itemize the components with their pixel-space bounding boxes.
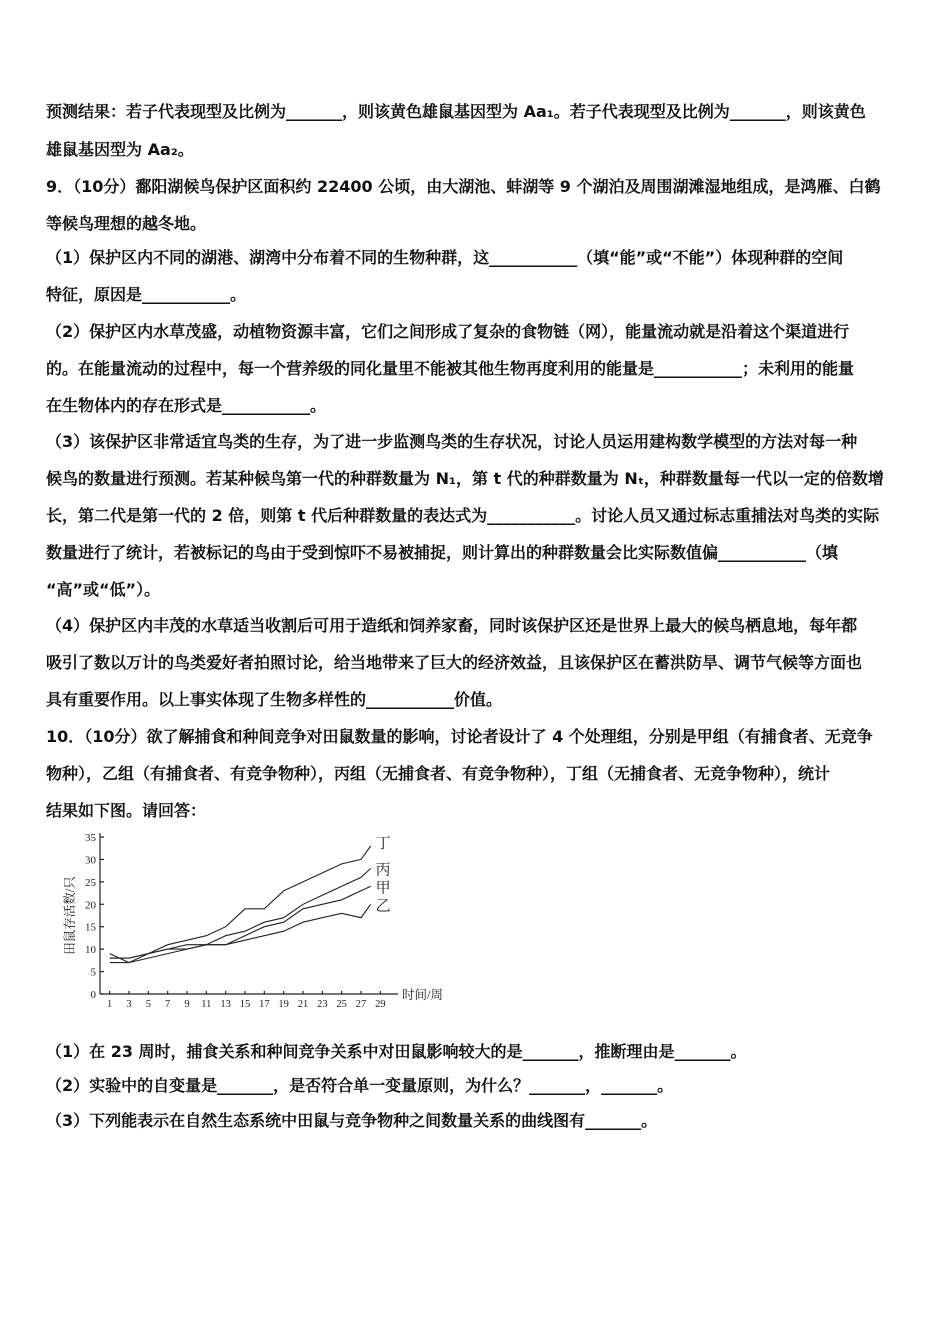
- text-line: 数量进行了统计，若被标记的鸟由于受到惊吓不易被捕捉，则计算出的种群数量会比实际数值偏___________（填: [46, 543, 839, 562]
- series-label-乙: 乙: [375, 898, 391, 915]
- text-line: 预测结果：若子代表现型及比例为_______，则该黄色雄鼠基因型为 Aa₁。若子代表现型及比例为_______，则该黄色: [46, 102, 866, 121]
- x-tick-label: 19: [278, 999, 289, 1010]
- text-line: 长，第二代是第一代的 2 倍，则第 t 代后种群数量的表达式为___________。讨论人员又通过标志重捕法对鸟类的实际: [46, 506, 880, 525]
- x-tick-label: 11: [201, 999, 212, 1010]
- text-line: 等候鸟理想的越冬地。: [46, 214, 207, 233]
- text-line: 在生物体内的存在形式是___________。: [46, 396, 327, 415]
- text-line: 雄鼠基因型为 Aa₂。: [46, 140, 194, 159]
- q10-part-1: （1）在 23 周时，捕食关系和种间竞争关系中对田鼠影响较大的是_______，推断理由是_______。: [46, 1042, 747, 1061]
- series-label-丁: 丁: [375, 835, 391, 852]
- y-tick-label: 15: [85, 921, 96, 934]
- x-tick-label: 7: [165, 999, 171, 1010]
- text-line: 结果如下图。请回答：: [46, 801, 207, 820]
- x-tick-label: 21: [297, 999, 309, 1010]
- y-tick-label: 10: [85, 944, 96, 957]
- vole-survival-line-chart: [60, 826, 460, 1016]
- y-tick-label: 30: [85, 854, 96, 867]
- x-tick-label: 17: [259, 999, 270, 1010]
- x-tick-label: 23: [317, 999, 328, 1010]
- y-tick-label: 20: [85, 899, 96, 912]
- x-tick-label: 27: [355, 999, 367, 1010]
- text-line: 吸引了数以万计的鸟类爱好者拍照讨论，给当地带来了巨大的经济效益，且该保护区在蓄洪防旱、调节气候等方面也: [46, 653, 863, 672]
- x-tick-label: 29: [375, 999, 386, 1010]
- y-axis-label: 田鼠存活数/只: [63, 876, 77, 955]
- x-tick-label: 25: [336, 999, 347, 1010]
- question-9-title: 9．（10分）鄱阳湖候鸟保护区面积约 22400 公顷，由大湖池、蚌湖等 9 个湖泊及周围湖滩湿地组成，是鸿雁、白鹤: [46, 177, 881, 196]
- text-line: 具有重要作用。以上事实体现了生物多样性的___________价值。: [46, 690, 503, 709]
- text-line: 的。在能量流动的过程中，每一个营养级的同化量里不能被其他生物再度利用的能量是___________；未利用的能量: [46, 359, 855, 378]
- q9-part-4: （4）保护区内丰茂的水草适当收割后可用于造纸和饲养家畜，同时该保护区还是世界上最大的候鸟栖息地，每年都: [46, 616, 858, 635]
- text-line: “高”或“低”）。: [46, 580, 161, 599]
- text-line: 特征，原因是___________。: [46, 285, 247, 304]
- x-tick-label: 5: [145, 999, 151, 1010]
- y-tick-label: 25: [85, 876, 96, 889]
- text-line: 物种），乙组（有捕食者、有竞争物种），丙组（无捕食者、有竞争物种），丁组（无捕食者、无竞争物种），统计: [46, 764, 831, 783]
- series-line-甲: [110, 886, 371, 962]
- x-tick-label: 3: [126, 999, 132, 1010]
- q10-part-2: （2）实验中的自变量是_______，是否符合单一变量原则，为什么？_______，_______。: [46, 1076, 674, 1095]
- q9-part-3: （3）该保护区非常适宜鸟类的生存，为了进一步监测鸟类的生存状况，讨论人员运用建构数学模型的方法对每一种: [46, 432, 858, 451]
- series-label-丙: 丙: [375, 862, 391, 879]
- text-line: 候鸟的数量进行预测。若某种候鸟第一代的种群数量为 N₁，第 t 代的种群数量为 Nₜ，种群数量每一代以一定的倍数增: [46, 469, 884, 488]
- x-axis-label: 时间/周: [402, 988, 443, 1002]
- q10-part-3: （3）下列能表示在自然生态系统中田鼠与竞争物种之间数量关系的曲线图有_______。: [46, 1111, 658, 1130]
- x-tick-label: 1: [107, 999, 113, 1010]
- y-tick-label: 5: [90, 966, 96, 979]
- q9-part-2: （2）保护区内水草茂盛，动植物资源丰富，它们之间形成了复杂的食物链（网），能量流动就是沿着这个渠道进行: [46, 322, 850, 341]
- question-10-title: 10．（10分）欲了解捕食和种间竞争对田鼠数量的影响，讨论者设计了 4 个处理组，分别是甲组（有捕食者、无竞争: [46, 727, 873, 746]
- q9-part-1: （1）保护区内不同的湖港、湖湾中分布着不同的生物种群，这___________（填“能”或“不能”）体现种群的空间: [46, 248, 844, 267]
- y-tick-label: 35: [85, 832, 96, 844]
- x-tick-label: 13: [220, 999, 231, 1010]
- x-tick-label: 15: [239, 999, 251, 1010]
- series-label-甲: 甲: [375, 880, 391, 897]
- x-tick-label: 9: [184, 999, 190, 1010]
- y-tick-label: 0: [90, 989, 96, 1001]
